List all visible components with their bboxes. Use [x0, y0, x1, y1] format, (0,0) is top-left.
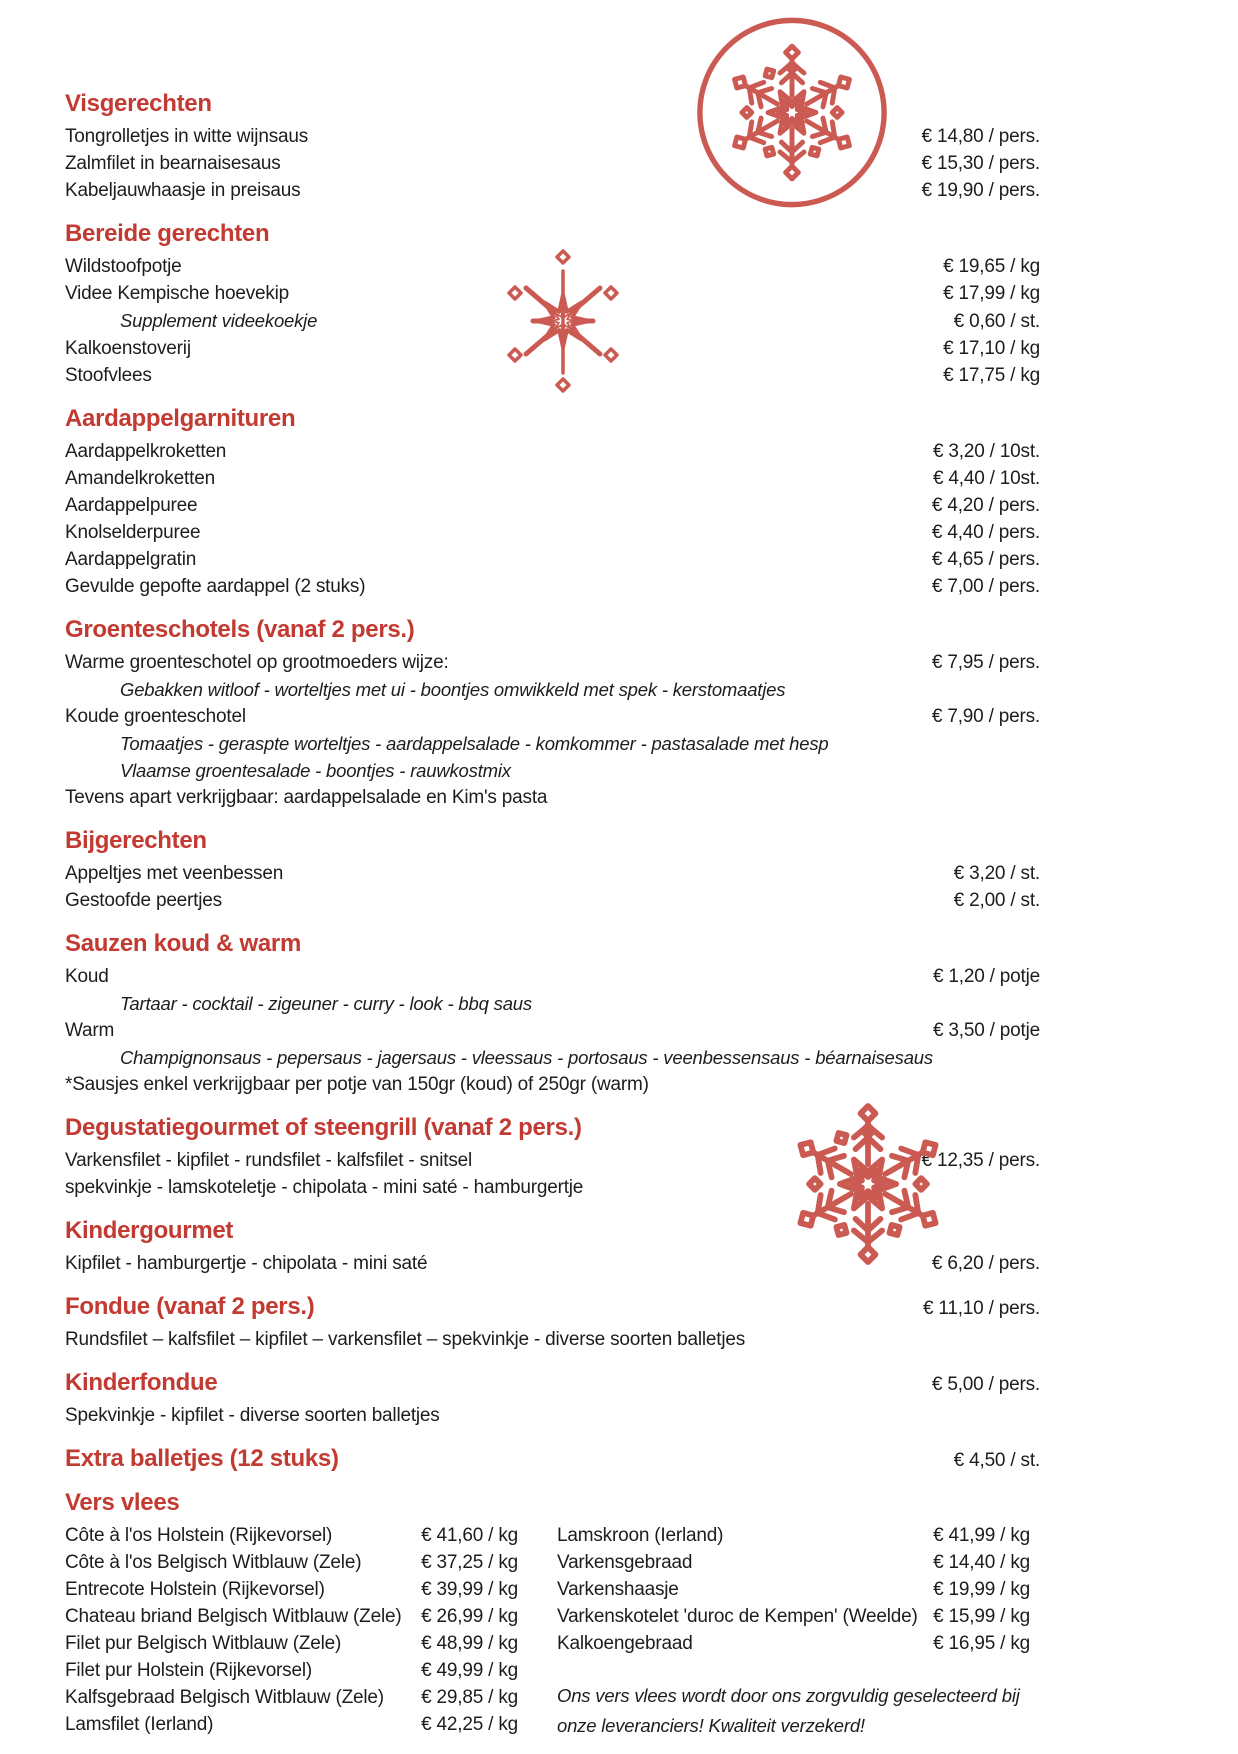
- section-title-row: [65, 1489, 1040, 1517]
- menu-item-price: € 49,99 / kg: [421, 1660, 518, 1681]
- menu-item-name: Tevens apart verkrijgbaar: aardappelsalade en Kim's pasta: [65, 787, 548, 808]
- vers-vlees-columns: [65, 1522, 1030, 1741]
- menu-item-name: Kabeljauwhaasje in preisaus: [65, 180, 301, 201]
- menu-item-name: Vlaamse groentesalade - boontjes - rauwkostmix: [120, 760, 511, 781]
- menu-item-name: Spekvinkje - kipfilet - diverse soorten balletjes: [65, 1405, 440, 1426]
- menu-item-name: Varkenskotelet 'duroc de Kempen' (Weelde): [557, 1606, 918, 1627]
- menu-item: [65, 649, 1040, 676]
- section-title: Bereide gerechten: [65, 220, 270, 247]
- menu-item-price: € 15,99 / kg: [933, 1606, 1030, 1627]
- menu-item-price: € 1,20 / potje: [932, 966, 1040, 987]
- menu-item-price: € 17,10 / kg: [943, 338, 1040, 359]
- menu-item-price: € 12,35 / pers.: [921, 1150, 1040, 1171]
- section-title-price: € 5,00 / pers.: [931, 1374, 1040, 1395]
- snowflake-circle-icon: [694, 13, 890, 212]
- menu-item-name: Côte à l'os Holstein (Rijkevorsel): [65, 1525, 333, 1546]
- menu-item-price: € 48,99 / kg: [421, 1633, 518, 1654]
- menu-item-name: Champignonsaus - pepersaus - jagersaus - vleessaus - portosaus - veenbessensaus - béarnaisesaus: [120, 1047, 933, 1068]
- menu-item-name: Varkensfilet - kipfilet - rundsfilet - kalfsfilet - snitsel: [65, 1150, 473, 1171]
- menu-item-price: € 7,95 / pers.: [931, 652, 1040, 673]
- menu-section: [65, 1293, 1040, 1353]
- vers-vlees-section: [65, 1489, 1040, 1741]
- menu-item-price: € 3,20 / 10st.: [932, 441, 1040, 462]
- menu-item-name: Amandelkroketten: [65, 468, 215, 489]
- menu-item-price: € 2,00 / st.: [953, 890, 1040, 911]
- menu-item: [65, 177, 1040, 204]
- menu-item-price: € 42,25 / kg: [421, 1714, 518, 1735]
- menu-item-name: Stoofvlees: [65, 365, 152, 386]
- menu-item-price: € 3,20 / st.: [953, 863, 1040, 884]
- section-title: Extra balletjes (12 stuks): [65, 1445, 339, 1472]
- menu-item-price: € 4,65 / pers.: [931, 549, 1040, 570]
- menu-item-price: € 41,99 / kg: [933, 1525, 1030, 1546]
- vers-vlees-left-column: [65, 1522, 518, 1741]
- menu-item-price: € 7,00 / pers.: [931, 576, 1040, 597]
- menu-item-name: Aardappelgratin: [65, 549, 197, 570]
- vers-vlees-right-column: [557, 1522, 1030, 1741]
- menu-item: [65, 730, 1040, 757]
- menu-item: [65, 492, 1040, 519]
- menu-item: [65, 1326, 1040, 1353]
- menu-item-name: *Sausjes enkel verkrijgbaar per potje van 150gr (koud) of 250gr (warm): [65, 1074, 649, 1095]
- section-title-row: [65, 827, 1040, 855]
- menu-item: [65, 1711, 518, 1738]
- menu-item-price: € 14,80 / pers.: [921, 126, 1040, 147]
- menu-item-name: Entrecote Holstein (Rijkevorsel): [65, 1579, 325, 1600]
- menu-item-price: € 4,40 / 10st.: [932, 468, 1040, 489]
- menu-item-name: Appeltjes met veenbessen: [65, 863, 284, 884]
- menu-item-price: € 29,85 / kg: [421, 1687, 518, 1708]
- menu-item-price: € 19,90 / pers.: [921, 180, 1040, 201]
- section-title: Fondue (vanaf 2 pers.): [65, 1293, 315, 1320]
- menu-item-name: Rundsfilet – kalfsfilet – kipfilet – varkensfilet – spekvinkje - diverse soorten balletjes: [65, 1329, 746, 1350]
- menu-item: [65, 1522, 518, 1549]
- section-title: Visgerechten: [65, 90, 212, 117]
- menu-item-name: Wildstoofpotje: [65, 256, 182, 277]
- menu-item: [65, 1044, 1040, 1071]
- menu-item: [557, 1522, 1030, 1549]
- menu-item-name: Kalfsgebraad Belgisch Witblauw (Zele): [65, 1687, 384, 1708]
- section-title-row: [65, 405, 1040, 433]
- menu-item-price: € 6,20 / pers.: [931, 1253, 1040, 1274]
- menu-item-name: Knolselderpuree: [65, 522, 201, 543]
- menu-item-name: Côte à l'os Belgisch Witblauw (Zele): [65, 1552, 362, 1573]
- section-title: Kindergourmet: [65, 1217, 234, 1244]
- menu-item-name: Varkenshaasje: [557, 1579, 679, 1600]
- menu-item-name: Lamskroon (Ierland): [557, 1525, 724, 1546]
- menu-item-price: € 4,20 / pers.: [931, 495, 1040, 516]
- menu-item-name: Chateau briand Belgisch Witblauw (Zele): [65, 1606, 402, 1627]
- menu-section: [65, 90, 1040, 204]
- menu-item: [65, 703, 1040, 730]
- menu-item-price: € 17,99 / kg: [943, 283, 1040, 304]
- section-title: Kinderfondue: [65, 1369, 218, 1396]
- menu-item-name: Koud: [65, 966, 109, 987]
- menu-item-name: Kalkoengebraad: [557, 1633, 693, 1654]
- menu-item: [65, 150, 1040, 177]
- section-title: Groenteschotels (vanaf 2 pers.): [65, 616, 415, 643]
- menu-section: [65, 827, 1040, 914]
- menu-item-name: Kipfilet - hamburgertje - chipolata - mini saté: [65, 1253, 428, 1274]
- menu-item: [65, 676, 1040, 703]
- menu-item: [65, 123, 1040, 150]
- menu-item: [557, 1630, 1030, 1657]
- menu-item-price: € 0,60 / st.: [953, 311, 1040, 332]
- menu-item-price: € 4,40 / pers.: [931, 522, 1040, 543]
- menu-section: [65, 1369, 1040, 1429]
- menu-item: [65, 573, 1040, 600]
- menu-item: [65, 757, 1040, 784]
- menu-item-price: € 26,99 / kg: [421, 1606, 518, 1627]
- menu-item-name: Supplement videekoekje: [120, 310, 318, 331]
- menu-item: [65, 1017, 1040, 1044]
- menu-section: [65, 405, 1040, 600]
- menu-item-name: Zalmfilet in bearnaisesaus: [65, 153, 281, 174]
- menu-item-name: Gevulde gepofte aardappel (2 stuks): [65, 576, 366, 597]
- menu-item-name: Tongrolletjes in witte wijnsaus: [65, 126, 309, 147]
- menu-item: [65, 519, 1040, 546]
- section-title: Aardappelgarnituren: [65, 405, 296, 432]
- menu-item-price: € 3,50 / potje: [932, 1020, 1040, 1041]
- menu-item-name: Aardappelpuree: [65, 495, 198, 516]
- section-title: Bijgerechten: [65, 827, 207, 854]
- menu-item-price: € 37,25 / kg: [421, 1552, 518, 1573]
- menu-item-price: € 14,40 / kg: [933, 1552, 1030, 1573]
- menu-item-name: Videe Kempische hoevekip: [65, 283, 290, 304]
- section-title-row: [65, 1293, 1040, 1321]
- menu-item: [557, 1549, 1030, 1576]
- menu-section: [65, 1445, 1040, 1473]
- menu-item-name: Varkensgebraad: [557, 1552, 693, 1573]
- menu-item-name: Aardappelkroketten: [65, 441, 227, 462]
- section-title-price: € 11,10 / pers.: [922, 1298, 1040, 1319]
- menu-item-name: Gebakken witloof - worteltjes met ui - boontjes omwikkeld met spek - kerstomaatjes: [120, 679, 786, 700]
- section-title: Degustatiegourmet of steengrill (vanaf 2 pers.): [65, 1114, 582, 1141]
- menu-item-name: Warme groenteschotel op grootmoeders wijze:: [65, 652, 449, 673]
- menu-item: [65, 465, 1040, 492]
- section-title-price: € 4,50 / st.: [953, 1450, 1040, 1471]
- menu-item: [65, 1657, 518, 1684]
- sparkle-star-icon: [488, 243, 638, 399]
- menu-item: [65, 860, 1040, 887]
- menu-section: [65, 930, 1040, 1098]
- menu-item-name: Tartaar - cocktail - zigeuner - curry - look - bbq saus: [120, 993, 532, 1014]
- menu-section: [65, 616, 1040, 811]
- menu-item-price: € 16,95 / kg: [933, 1633, 1030, 1654]
- menu-item: [65, 1402, 1040, 1429]
- menu-item-name: Warm: [65, 1020, 115, 1041]
- menu-item: [65, 990, 1040, 1017]
- section-title-row: [65, 930, 1040, 958]
- section-title-row: [65, 1445, 1040, 1473]
- menu-item: [557, 1576, 1030, 1603]
- menu-item: [65, 546, 1040, 573]
- menu-item-price: € 19,99 / kg: [933, 1579, 1030, 1600]
- menu-item-name: Lamsfilet (Ierland): [65, 1714, 214, 1735]
- menu-item-price: € 19,65 / kg: [943, 256, 1040, 277]
- menu-item-name: Koude groenteschotel: [65, 706, 246, 727]
- menu-item-name: Filet pur Holstein (Rijkevorsel): [65, 1660, 313, 1681]
- menu-item-name: spekvinkje - lamskoteletje - chipolata - mini saté - hamburgertje: [65, 1177, 584, 1198]
- menu-item-name: Gestoofde peertjes: [65, 890, 222, 911]
- menu-item-price: € 39,99 / kg: [421, 1579, 518, 1600]
- menu-item-price: € 17,75 / kg: [943, 365, 1040, 386]
- menu-item: [65, 1549, 518, 1576]
- section-title-row: [65, 90, 1040, 118]
- snowflake-large-icon: [785, 1092, 951, 1276]
- menu-item: [65, 887, 1040, 914]
- section-title: Vers vlees: [65, 1489, 180, 1516]
- section-title-row: [65, 1369, 1040, 1397]
- menu-item: [65, 963, 1040, 990]
- quality-note: Ons vers vlees wordt door ons zorgvuldig geselecteerd bij onze leveranciers! Kwaliteit verzekerd!: [557, 1685, 1020, 1736]
- menu-item: [65, 1603, 518, 1630]
- menu-item-price: € 15,30 / pers.: [921, 153, 1040, 174]
- menu-item-price: € 41,60 / kg: [421, 1525, 518, 1546]
- menu-item-name: Filet pur Belgisch Witblauw (Zele): [65, 1633, 342, 1654]
- menu-item: [65, 438, 1040, 465]
- section-title: Sauzen koud & warm: [65, 930, 301, 957]
- menu-item: [65, 1576, 518, 1603]
- menu-item-name: Tomaatjes - geraspte worteltjes - aardappelsalade - komkommer - pastasalade met hesp: [120, 733, 829, 754]
- menu-item: [65, 784, 1040, 811]
- menu-item: [65, 1684, 518, 1711]
- section-title-row: [65, 616, 1040, 644]
- menu-item: [65, 1630, 518, 1657]
- menu-item-name: Kalkoenstoverij: [65, 338, 191, 359]
- menu-item: [557, 1603, 1030, 1630]
- menu-item-price: € 7,90 / pers.: [931, 706, 1040, 727]
